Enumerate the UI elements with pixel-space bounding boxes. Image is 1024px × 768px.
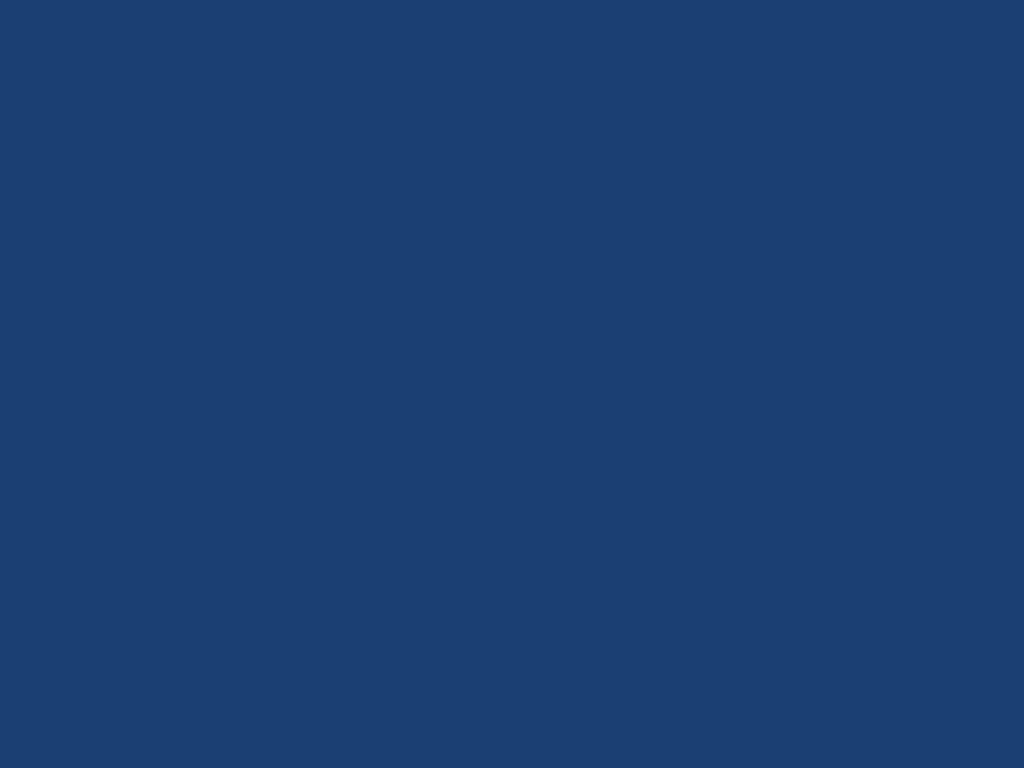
reflectance-table-container bbox=[51, 30, 643, 752]
